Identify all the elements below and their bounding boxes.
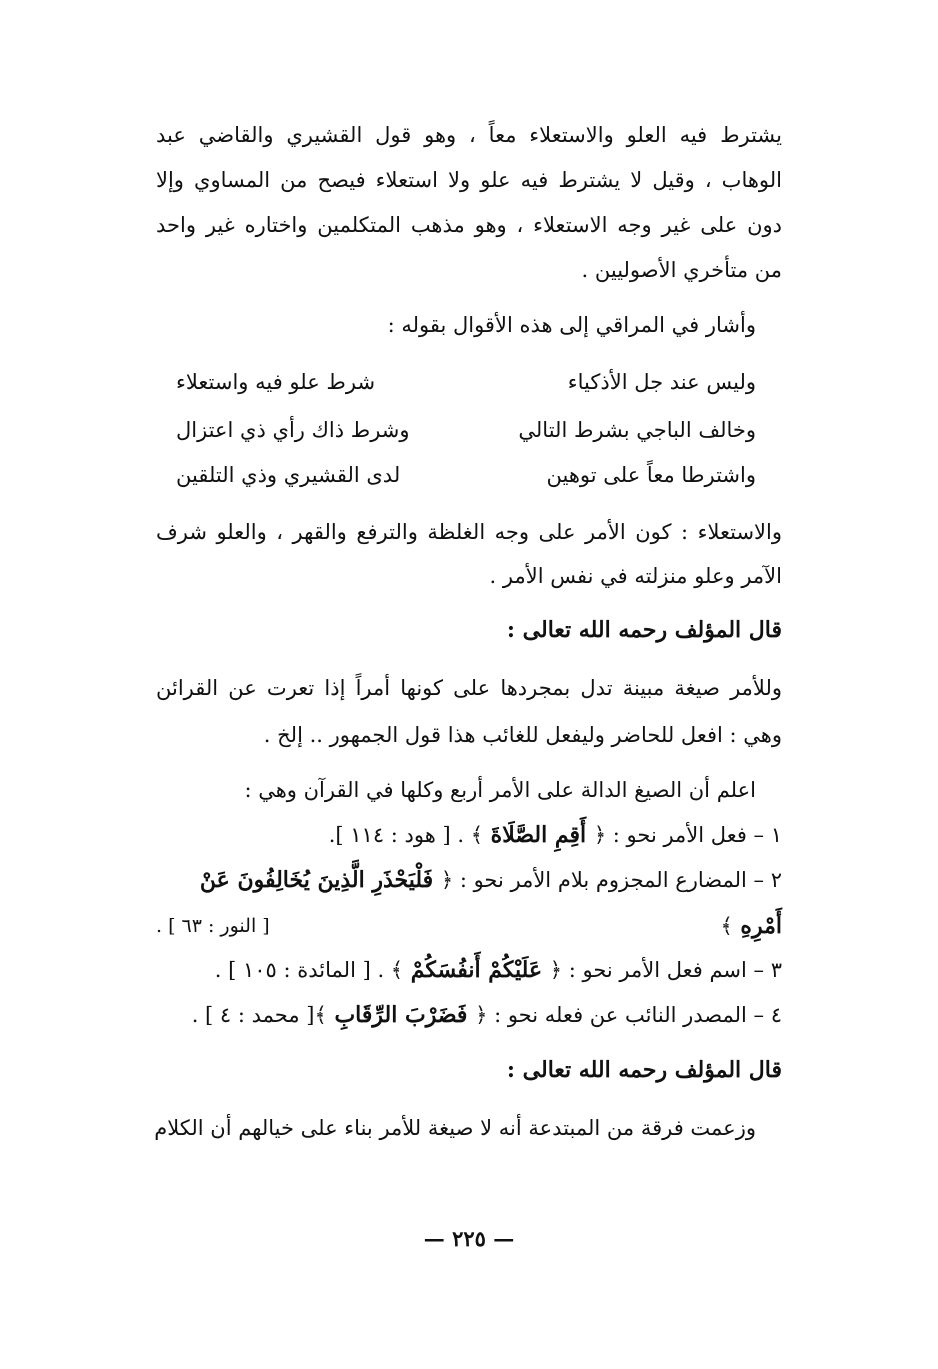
quran-verse: أَمْرِهِ (732, 913, 782, 939)
paragraph-line: وأشار في المراقي إلى هذه الأقوال بقوله : (387, 313, 756, 337)
quran-verse: عَلَيْكُمْ أَنفُسَكُمْ (403, 957, 550, 983)
quran-verse: فَلْيَحْذَرِ الَّذِينَ يُخَالِفُونَ عَنْ (199, 867, 441, 893)
list-item: ٢ – المضارع المجزوم بلام الأمر نحو : ﴿ فَلْيَحْذَرِ الَّذِينَ يُخَالِفُونَ عَنْ (199, 867, 782, 893)
list-item: ١ – فعل الأمر نحو : ﴿ أَقِمِ الصَّلَاةَ ﴾ . [ هود : ١١٤ ]. (328, 822, 782, 848)
paragraph-line: الآمر وعلو منزلته في نفس الأمر . (489, 564, 782, 588)
paragraph-line: اعلم أن الصيغ الدالة على الأمر أربع وكلها في القرآن وهي : (244, 778, 756, 802)
paragraph-line: يشترط فيه العلو والاستعلاء معاً ، وهو قول القشيري والقاضي عبد (156, 123, 782, 147)
verse-reference: [ النور : ٦٣ ] . (156, 915, 270, 937)
section-heading: قال المؤلف رحمه الله تعالى : (506, 1057, 782, 1083)
quran-verse: أَقِمِ الصَّلَاةَ (483, 822, 594, 848)
verse-first-hemistich: واشترطا معاً على توهين (546, 463, 756, 487)
paragraph-line: دون على غير وجه الاستعلاء ، وهو مذهب المتكلمين واختاره غير واحد (156, 213, 782, 237)
paragraph-line: وهي : افعل للحاضر وليفعل للغائب هذا قول الجمهور .. إلخ . (263, 723, 782, 747)
list-item: ٤ – المصدر النائب عن فعله نحو : ﴿ فَضَرْبَ الرِّقَابِ ﴾[ محمد : ٤ ] . (191, 1002, 782, 1028)
section-heading: قال المؤلف رحمه الله تعالى : (506, 617, 782, 643)
paragraph-line: الوهاب ، وقيل لا يشترط فيه علو ولا استعلاء فيصح من المساوي وإلا (156, 168, 782, 192)
list-item: ٣ – اسم فعل الأمر نحو : ﴿ عَلَيْكُمْ أَنفُسَكُمْ ﴾ . [ المائدة : ١٠٥ ] . (214, 957, 782, 983)
list-item-continuation: أَمْرِهِ ﴾ [ النور : ٦٣ ] . (156, 906, 782, 946)
verse-second-hemistich: لدى القشيري وذي التلقين (176, 463, 401, 487)
verse-second-hemistich: وشرط ذاك رأي ذي اعتزال (176, 418, 410, 442)
quran-verse: فَضَرْبَ الرِّقَابِ (326, 1002, 476, 1028)
verse-first-hemistich: وخالف الباجي بشرط التالي (518, 418, 756, 442)
paragraph-line: وزعمت فرقة من المبتدعة أنه لا صيغة للأمر بناء على خيالهم أن الكلام (154, 1116, 756, 1140)
paragraph-line: والاستعلاء : كون الأمر على وجه الغلظة والترفع والقهر ، والعلو شرف (156, 520, 782, 544)
page-number: — ٢٢٥ — (423, 1226, 515, 1251)
verse-second-hemistich: شرط علو فيه واستعلاء (176, 370, 376, 394)
paragraph-line: من متأخري الأصوليين . (581, 258, 782, 282)
verse-first-hemistich: وليس عند جل الأذكياء (567, 370, 756, 394)
paragraph-line: وللأمر صيغة مبينة تدل بمجردها على كونها أمراً إذا تعرت عن القرائن (156, 676, 782, 700)
